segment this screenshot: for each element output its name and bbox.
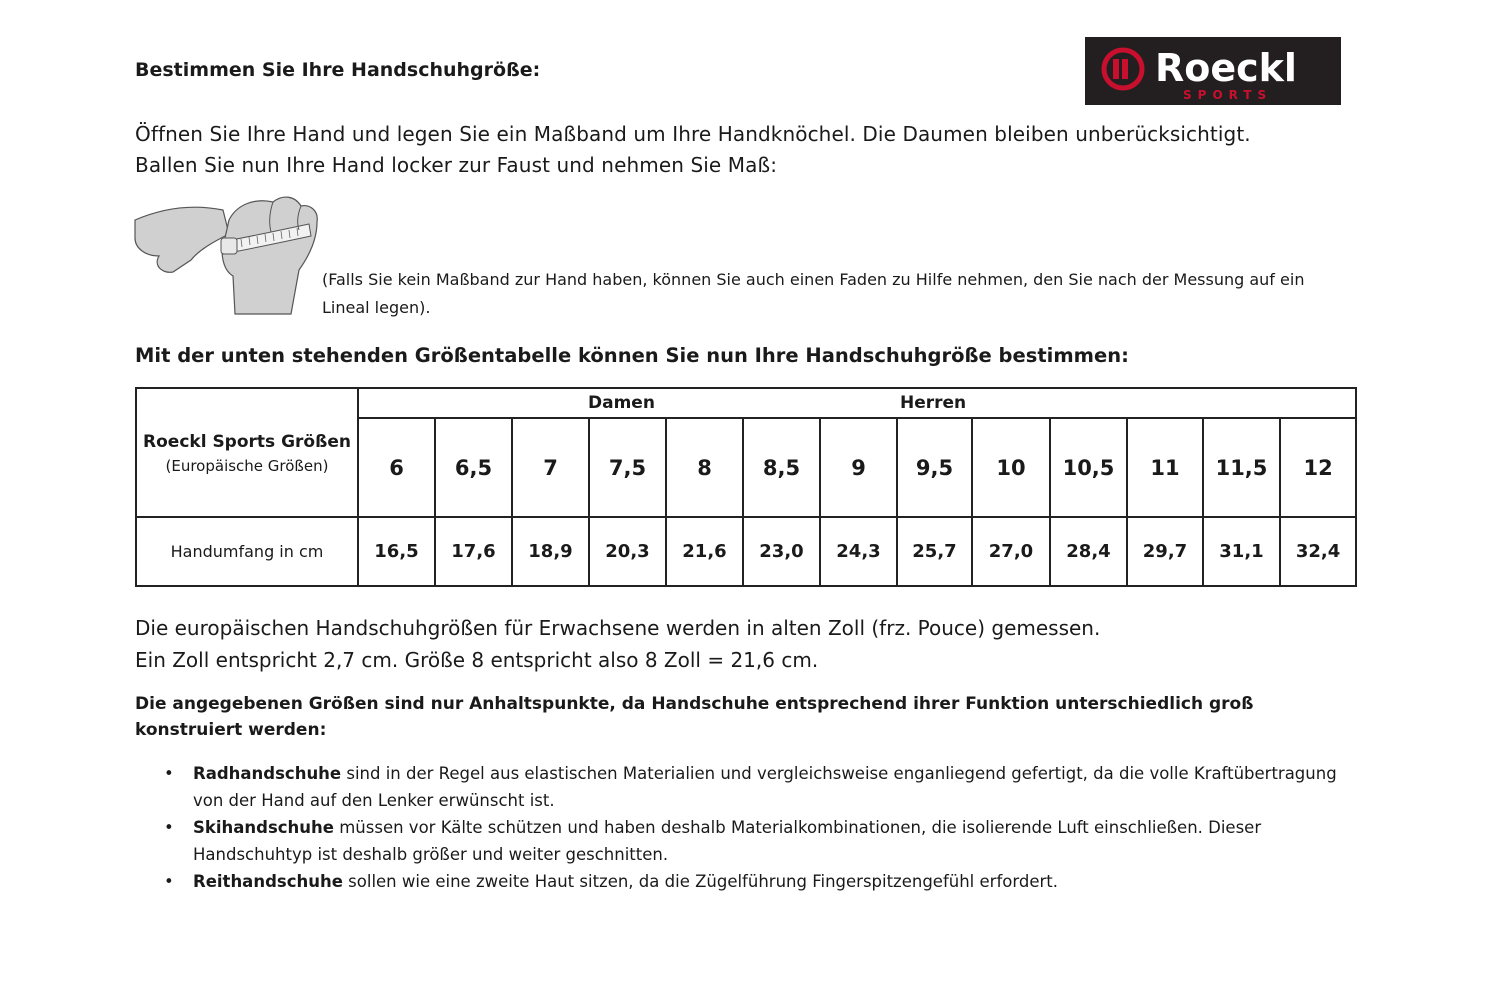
group-herren: Herren — [900, 393, 967, 413]
size-cell: 12 — [1280, 418, 1356, 517]
list-item — [160, 868, 1340, 895]
list-item-term: Skihandschuhe — [193, 818, 334, 837]
size-cell: 7 — [512, 418, 589, 517]
circumference-cell: 29,7 — [1127, 517, 1203, 586]
roeckl-sports-logo — [1085, 37, 1341, 105]
table-heading: Mit der unten stehenden Größentabelle können Sie nun Ihre Handschuhgröße bestimmen: — [135, 344, 1129, 367]
measuring-note: (Falls Sie kein Maßband zur Hand haben, können Sie auch einen Faden zu Hilfe nehmen, den Sie nach der Messung auf ein Lineal legen). — [322, 270, 1305, 317]
list-item-text: müssen vor Kälte schützen und haben deshalb Materialkombinationen, die isolierende Luft einschließen. Dieser Handschuhtyp ist deshalb größer und weiter geschnitten. — [193, 818, 1262, 864]
list-item — [160, 814, 1340, 868]
glove-type-list — [160, 760, 1340, 895]
size-cell: 10,5 — [1050, 418, 1127, 517]
list-item-text: sind in der Regel aus elastischen Materialien und vergleichsweise enganliegend gefertigt, da die volle Kraftübertragung von der Hand auf den Lenker erwünscht ist. — [193, 764, 1337, 810]
size-table — [135, 387, 1357, 587]
conversion-line-2: Ein Zoll entspricht 2,7 cm. Größe 8 entspricht also 8 Zoll = 21,6 cm. — [135, 648, 819, 672]
circumference-cell: 28,4 — [1050, 517, 1127, 586]
intro-line-2: Ballen Sie nun Ihre Hand locker zur Faust und nehmen Sie Maß: — [135, 153, 778, 177]
circumference-cell: 23,0 — [743, 517, 820, 586]
circumference-cell: 24,3 — [820, 517, 897, 586]
group-damen: Damen — [588, 393, 655, 413]
circumference-label: Handumfang in cm — [136, 517, 358, 586]
circumference-row — [136, 517, 1356, 586]
hand-measuring-tape-icon — [133, 190, 323, 318]
logo-brand-text: Roeckl — [1155, 46, 1297, 90]
page-title: Bestimmen Sie Ihre Handschuhgröße: — [135, 59, 541, 81]
list-item — [160, 760, 1340, 814]
size-label-main: Roeckl Sports Größen — [143, 432, 351, 452]
size-cell: 7,5 — [589, 418, 666, 517]
disclaimer-text: Die angegebenen Größen sind nur Anhaltspunkte, da Handschuhe entsprechend ihrer Funktion unterschiedlich groß konstruiert werden: — [135, 694, 1254, 740]
list-item-term: Reithandschuhe — [193, 872, 343, 891]
circumference-cell: 25,7 — [897, 517, 972, 586]
bullet-icon: • — [164, 764, 174, 783]
logo-sub-text: SPORTS — [1183, 88, 1273, 102]
circumference-cell: 27,0 — [972, 517, 1050, 586]
size-cell: 6 — [358, 418, 435, 517]
circumference-cell: 32,4 — [1280, 517, 1356, 586]
size-cell: 8,5 — [743, 418, 820, 517]
conversion-line-1: Die europäischen Handschuhgrößen für Erwachsene werden in alten Zoll (frz. Pouce) gemessen. — [135, 616, 1101, 640]
circumference-cell: 21,6 — [666, 517, 743, 586]
group-header — [358, 388, 1356, 418]
intro-text — [135, 119, 1251, 181]
circumference-cell: 17,6 — [435, 517, 512, 586]
circumference-cell: 18,9 — [512, 517, 589, 586]
size-cell: 11 — [1127, 418, 1203, 517]
intro-line-1: Öffnen Sie Ihre Hand und legen Sie ein Maßband um Ihre Handknöchel. Die Daumen bleiben unberücksichtigt. — [135, 122, 1251, 146]
list-item-text: sollen wie eine zweite Haut sitzen, da die Zügelführung Fingerspitzengefühl erfordert. — [342, 872, 1058, 891]
size-cell: 9,5 — [897, 418, 972, 517]
bullet-icon: • — [164, 872, 174, 891]
size-label-sub: (Europäische Größen) — [165, 457, 329, 475]
conversion-text — [135, 612, 1100, 676]
list-item-term: Radhandschuhe — [193, 764, 342, 783]
circumference-cell: 20,3 — [589, 517, 666, 586]
disclaimer — [135, 691, 1295, 743]
size-cell: 11,5 — [1203, 418, 1280, 517]
size-cell: 8 — [666, 418, 743, 517]
size-cell: 10 — [972, 418, 1050, 517]
size-label-cell — [136, 388, 358, 517]
size-cell: 9 — [820, 418, 897, 517]
bullet-icon: • — [164, 818, 174, 837]
circumference-cell: 16,5 — [358, 517, 435, 586]
size-cell: 6,5 — [435, 418, 512, 517]
circumference-cell: 31,1 — [1203, 517, 1280, 586]
